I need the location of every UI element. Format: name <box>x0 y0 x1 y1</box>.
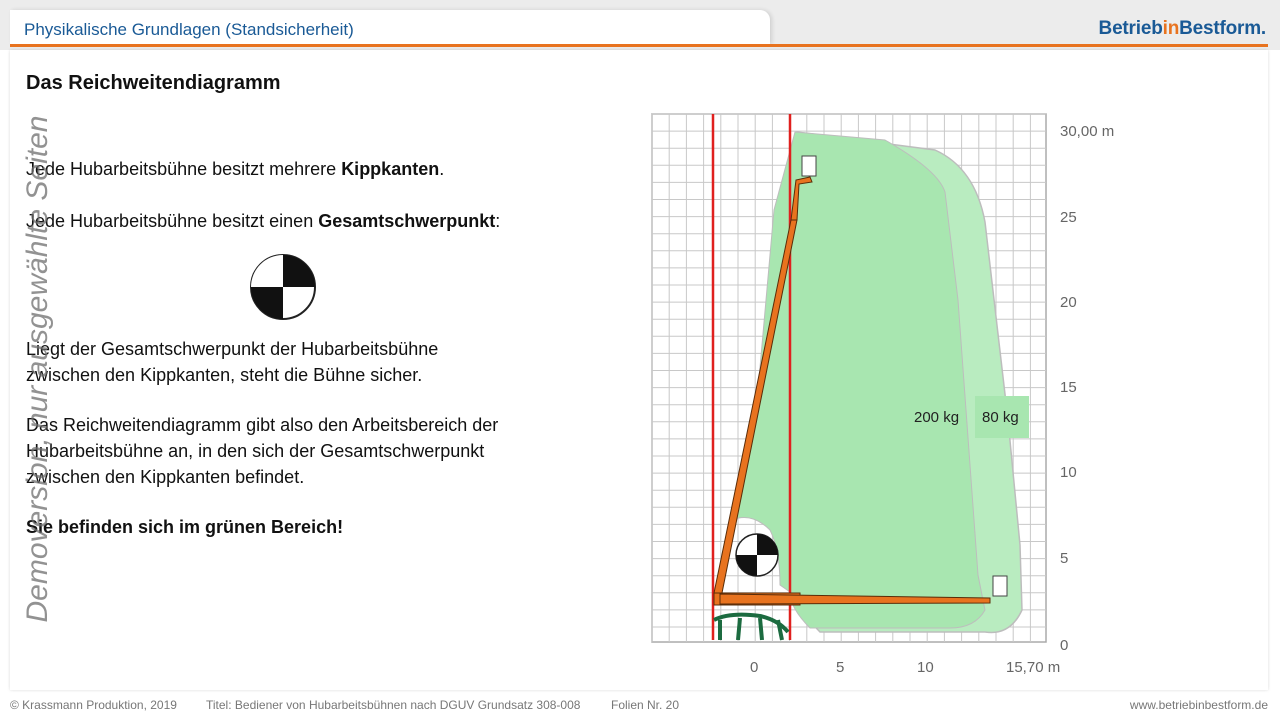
text-conclusion: Sie befinden sich im grünen Bereich! <box>26 517 344 537</box>
y-tick-0: 0 <box>1060 637 1069 654</box>
y-tick-30: 30,00 m <box>1060 123 1115 140</box>
x-tick-0: 0 <box>750 659 759 676</box>
text-kippkanten: Jede Hubarbeitsbühne besitzt mehrere Kippkanten. <box>26 159 445 179</box>
text-gesamtschwerpunkt: Jede Hubarbeitsbühne besitzt einen Gesamtschwerpunkt: <box>26 211 501 231</box>
basket-right <box>993 576 1007 596</box>
y-tick-20: 20 <box>1060 294 1077 311</box>
reach-diagram <box>640 108 1120 678</box>
y-tick-5: 5 <box>1060 550 1069 567</box>
y-tick-25: 25 <box>1060 209 1077 226</box>
basket-top <box>802 156 816 176</box>
footer-website: www.betriebinbestform.de <box>1129 698 1268 712</box>
diagram-cog-icon <box>736 534 778 576</box>
x-tick-5: 5 <box>836 659 845 676</box>
footer-copyright: © Krassmann Produktion, 2019 <box>10 698 177 712</box>
x-tick-1570: 15,70 m <box>1006 659 1061 676</box>
header-title: Physikalische Grundlagen (Standsicherheit) <box>24 20 354 39</box>
demo-watermark: Demoversion, nur ausgewählte Seiten <box>21 115 54 623</box>
x-tick-10: 10 <box>917 659 934 676</box>
load-label-80kg: 80 kg <box>982 409 1019 426</box>
paragraph-stability: Liegt der Gesamtschwerpunkt der Hubarbeitsbühne zwischen den Kippkanten, steht die Bühne sicher. <box>26 339 439 385</box>
paragraph-working-range: Das Reichweitendiagramm gibt also den Arbeitsbereich der Hubarbeitsbühne an, in den sich der Gesamtschwerpunkt zwischen den Kippkanten befindet. <box>26 415 499 487</box>
load-label-200kg: 200 kg <box>914 409 960 426</box>
brand-logo: BetriebinBestform. <box>1098 18 1266 39</box>
header-title-tab <box>10 10 770 44</box>
footer-slide-number: Folien Nr. 20 <box>611 698 680 712</box>
slide-heading: Das Reichweitendiagramm <box>26 72 281 94</box>
y-tick-15: 15 <box>1060 379 1077 396</box>
footer-course-title: Titel: Bediener von Hubarbeitsbühnen nach DGUV Grundsatz 308-008 <box>206 698 581 712</box>
center-of-gravity-icon <box>250 254 316 320</box>
y-tick-10: 10 <box>1060 464 1077 481</box>
header-accent-line <box>10 44 1268 47</box>
